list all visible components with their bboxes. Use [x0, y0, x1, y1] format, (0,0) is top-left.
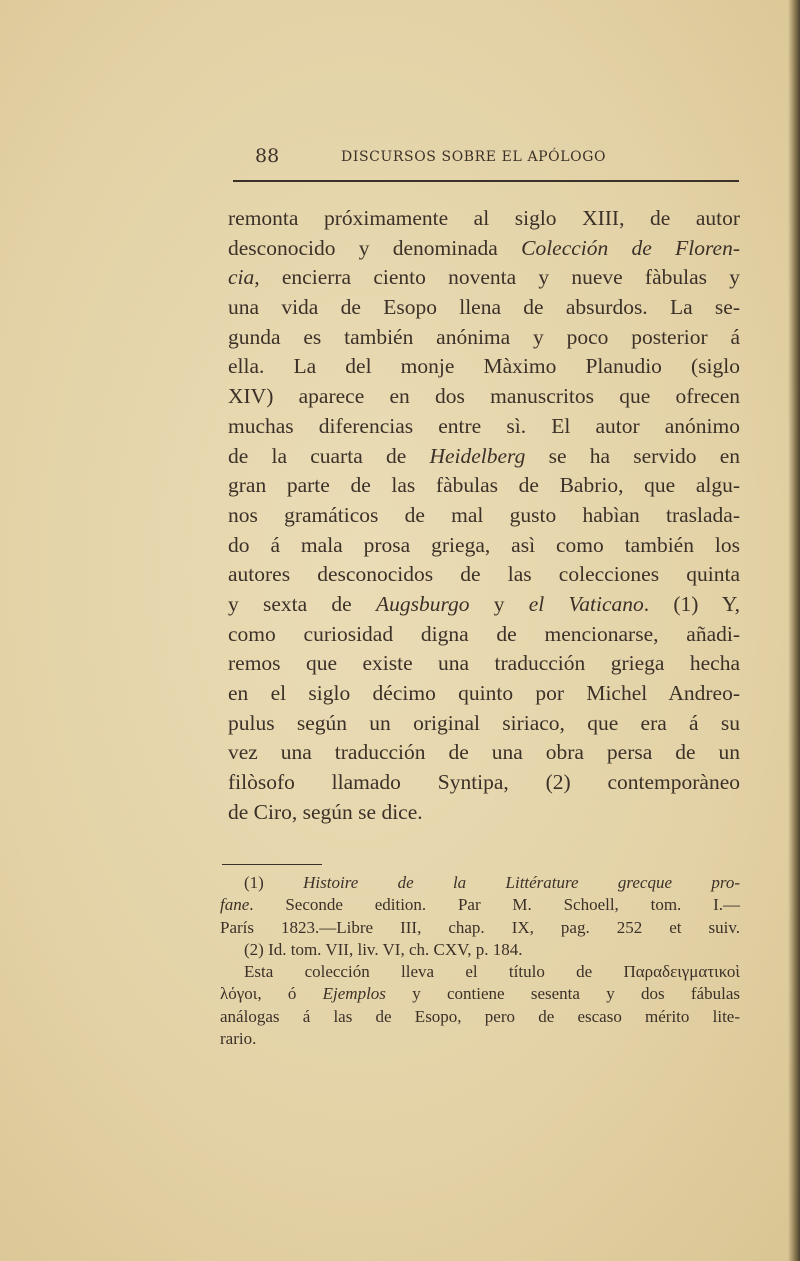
body-line	[228, 234, 740, 264]
text-segment: gunda es también anónima y poco posterior á	[228, 324, 740, 349]
footnote-line	[220, 894, 740, 916]
text-segment: y contiene sesenta y dos fábulas	[385, 984, 740, 1004]
text-segment: vez una traducción de una obra persa de un	[228, 740, 740, 765]
text-segment: autores desconocidos de las colecciones quinta	[228, 562, 740, 587]
body-line	[228, 263, 740, 293]
text-segment: filòsofo llamado Syntipa, (2) contemporàneo	[228, 770, 740, 795]
body-line	[228, 560, 740, 590]
italic-text: Ejemplos	[322, 984, 386, 1004]
text-segment: y sexta de	[228, 591, 376, 616]
body-line	[228, 590, 740, 620]
body-text	[228, 204, 740, 827]
text-segment: remos que existe una traducción griega hecha	[228, 651, 740, 676]
footnote-line	[220, 961, 740, 983]
italic-text: Colección de Floren-	[521, 235, 740, 260]
italic-text: Histoire de la Littérature grecque pro-	[303, 873, 740, 892]
text-segment: Esta colección lleva el título de Παραδειγματικοὶ	[244, 962, 740, 982]
page-edge-shadow	[788, 0, 800, 1261]
body-line	[228, 768, 740, 798]
body-line	[228, 649, 740, 679]
text-segment: remonta próximamente al siglo XIII, de autor	[228, 206, 740, 230]
footnote-line	[220, 872, 740, 894]
text-segment: XIV) aparece en dos manuscritos que ofrecen	[228, 384, 740, 409]
italic-text: Augsburgo	[375, 591, 470, 616]
text-segment: ella. La del monje Màximo Planudio (siglo	[228, 354, 740, 379]
text-segment: rario.	[220, 1029, 257, 1049]
body-line	[228, 679, 740, 709]
body-line	[228, 382, 740, 412]
body-line	[228, 293, 740, 323]
italic-text: el Vaticano	[528, 591, 644, 616]
text-segment: y	[469, 591, 529, 616]
running-title: DISCURSOS SOBRE EL APÓLOGO	[341, 149, 607, 165]
text-segment: nos gramáticos de mal gusto habìan traslada-	[228, 502, 740, 527]
text-segment: pulus según un original siriaco, que era á su	[228, 710, 740, 735]
body-line	[228, 620, 740, 650]
text-segment: (1)	[244, 873, 304, 892]
text-segment: como curiosidad digna de mencionarse, añadi-	[228, 621, 740, 646]
footnotes	[220, 872, 740, 1050]
text-segment: desconocido y denominada	[228, 235, 522, 260]
text-segment: gran parte de las fàbulas de Babrio, que algu-	[228, 473, 740, 498]
text-segment: λόγοι, ó	[220, 984, 323, 1004]
text-segment: de Ciro, según se dice.	[228, 799, 423, 824]
text-segment: de la cuarta de	[228, 443, 430, 468]
text-segment: muchas diferencias entre sì. El autor anónimo	[228, 413, 740, 438]
text-segment: do á mala prosa griega, asì como también los	[228, 532, 740, 557]
footnote-line	[220, 917, 740, 939]
page-number: 88	[255, 145, 280, 167]
italic-text: cia	[228, 265, 255, 290]
text-segment: una vida de Esopo llena de absurdos. La se-	[228, 295, 740, 320]
body-line	[228, 798, 740, 828]
italic-text: Heidelberg	[429, 443, 526, 468]
page-header	[255, 145, 635, 171]
body-line	[228, 204, 740, 234]
body-line	[228, 442, 740, 472]
text-segment: análogas á las de Esopo, pero de escaso mérito lite-	[220, 1006, 740, 1026]
body-line	[228, 352, 740, 382]
body-line	[228, 471, 740, 501]
footnote-line	[220, 983, 740, 1005]
footnote-rule	[222, 864, 322, 865]
body-line	[228, 531, 740, 561]
text-segment: . Seconde edition. Par M. Schoell, tom. I.—	[249, 895, 740, 915]
text-segment: París 1823.—Libre III, chap. IX, pag. 252 et suiv.	[220, 917, 740, 937]
italic-text: fane	[220, 895, 250, 915]
body-line	[228, 501, 740, 531]
text-segment: (2) Id. tom. VII, liv. VI, ch. CXV, p. 184.	[244, 939, 523, 959]
body-line	[228, 709, 740, 739]
text-segment: . (1) Y,	[643, 591, 741, 616]
footnote-line	[220, 1006, 740, 1028]
footnote-line	[220, 939, 740, 961]
footnote-line	[220, 1028, 740, 1050]
body-line	[228, 738, 740, 768]
body-line	[228, 412, 740, 442]
header-rule	[233, 180, 739, 182]
text-segment: , encierra ciento noventa y nueve fàbulas y	[254, 265, 740, 290]
text-segment: se ha servido en	[525, 443, 740, 468]
text-segment: en el siglo décimo quinto por Michel Andreo-	[228, 681, 740, 705]
body-line	[228, 323, 740, 353]
